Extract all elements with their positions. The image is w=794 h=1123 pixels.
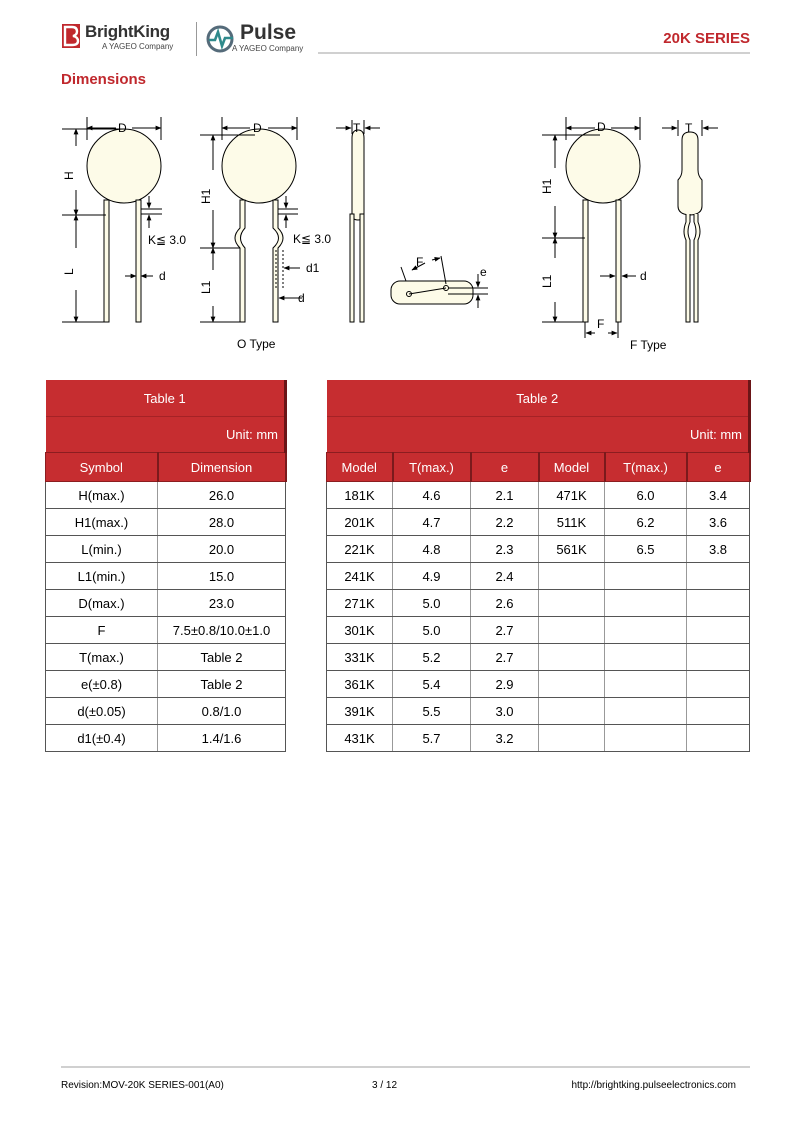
footer-rule: [61, 1066, 750, 1068]
table-cell: F: [46, 617, 158, 644]
section-title: Dimensions: [61, 71, 147, 88]
table-row: [327, 482, 750, 509]
table-1-title: Table 1: [46, 380, 286, 417]
table-cell: e(±0.8): [46, 671, 158, 698]
header-rule: [318, 52, 750, 54]
top-view: [391, 256, 488, 308]
table-cell: [539, 563, 605, 590]
f-type-side-view: [662, 120, 718, 322]
table-cell: 3.6: [687, 509, 750, 536]
table-cell: 181K: [327, 482, 393, 509]
table-cell: [605, 644, 687, 671]
table-cell: [539, 644, 605, 671]
table-row: [46, 725, 286, 752]
table-2-unit: Unit: mm: [327, 417, 750, 453]
table-cell: [687, 617, 750, 644]
series-title: 20K SERIES: [663, 30, 750, 47]
table-cell: 5.2: [393, 644, 471, 671]
f-type-front-view: [542, 117, 640, 338]
side-view: [336, 120, 380, 322]
table-cell: 5.4: [393, 671, 471, 698]
table-row: [327, 590, 750, 617]
table-1-unit: Unit: mm: [46, 417, 286, 453]
table-cell: [605, 617, 687, 644]
table-cell: 3.8: [687, 536, 750, 563]
table-cell: 23.0: [158, 590, 286, 617]
table-cell: 2.7: [471, 617, 539, 644]
table-cell: 28.0: [158, 509, 286, 536]
table-cell: 6.2: [605, 509, 687, 536]
pulse-logo-name: Pulse: [240, 21, 297, 44]
table-2-title: Table 2: [327, 380, 750, 417]
table-row: [46, 698, 286, 725]
table-cell: 1.4/1.6: [158, 725, 286, 752]
brightking-logo-name: BrightKing: [85, 22, 170, 41]
table-row: [46, 482, 286, 509]
logo-divider: [196, 22, 197, 56]
label-d-3: D: [597, 120, 606, 134]
table-cell: Table 2: [158, 671, 286, 698]
table-cell: 0.8/1.0: [158, 698, 286, 725]
table-cell: 2.2: [471, 509, 539, 536]
table-cell: 4.7: [393, 509, 471, 536]
table-cell: 2.6: [471, 590, 539, 617]
table-1: [45, 380, 287, 752]
table-row: [327, 617, 750, 644]
table-2: [326, 380, 751, 752]
table-cell: 4.8: [393, 536, 471, 563]
table-row: [46, 644, 286, 671]
table-cell: 5.7: [393, 725, 471, 752]
table-cell: H1(max.): [46, 509, 158, 536]
brightking-logo-tagline: A YAGEO Company: [102, 42, 174, 51]
label-e: e: [480, 265, 487, 279]
table-cell: [687, 590, 750, 617]
table-cell: L1(min.): [46, 563, 158, 590]
table-row: [327, 536, 750, 563]
table-cell: [687, 698, 750, 725]
table-cell: 15.0: [158, 563, 286, 590]
table-cell: 2.3: [471, 536, 539, 563]
table-cell: [605, 698, 687, 725]
label-k-2: K≦ 3.0: [293, 232, 332, 246]
table-row: [46, 536, 286, 563]
table-cell: H(max.): [46, 482, 158, 509]
table-cell: 511K: [539, 509, 605, 536]
table-cell: 3.0: [471, 698, 539, 725]
label-f-front: F: [597, 317, 605, 331]
label-d-lead-3: d: [640, 269, 647, 283]
table-cell: [605, 671, 687, 698]
label-d-lead-1: d: [159, 269, 166, 283]
brightking-logo-mark: [62, 24, 80, 48]
table-cell: [539, 617, 605, 644]
table-cell: [687, 725, 750, 752]
table-cell: [687, 671, 750, 698]
table-cell: 561K: [539, 536, 605, 563]
label-h1-1: H1: [199, 188, 213, 204]
table-cell: 26.0: [158, 482, 286, 509]
label-t-1: T: [353, 121, 361, 135]
table-cell: 5.0: [393, 617, 471, 644]
label-d-1: D: [118, 121, 127, 135]
label-k-1: K≦ 3.0: [148, 233, 187, 247]
table-cell: 20.0: [158, 536, 286, 563]
pulse-logo-mark: [205, 24, 237, 59]
table-cell: 5.5: [393, 698, 471, 725]
table-cell: 7.5±0.8/10.0±1.0: [158, 617, 286, 644]
table-cell: 241K: [327, 563, 393, 590]
table-cell: 391K: [327, 698, 393, 725]
label-f-type: F Type: [630, 338, 667, 352]
label-h: H: [62, 171, 76, 180]
table-row: [46, 509, 286, 536]
table-cell: d1(±0.4): [46, 725, 158, 752]
table-cell: 361K: [327, 671, 393, 698]
table-cell: 271K: [327, 590, 393, 617]
table-cell: T(max.): [46, 644, 158, 671]
table-cell: [539, 590, 605, 617]
kinked-lead-front-view: [200, 117, 302, 322]
table-cell: 6.0: [605, 482, 687, 509]
label-t-2: T: [685, 121, 693, 135]
footer-page-number: 3 / 12: [372, 1080, 398, 1091]
table-row: [327, 725, 750, 752]
column-header: T(max.): [393, 453, 471, 482]
table-cell: [605, 590, 687, 617]
table-cell: 331K: [327, 644, 393, 671]
table-row: [46, 671, 286, 698]
straight-lead-front-view: [62, 117, 162, 322]
table-row: [46, 563, 286, 590]
dimension-drawing: [40, 110, 760, 358]
table-cell: Table 2: [158, 644, 286, 671]
column-header: e: [687, 453, 750, 482]
table-row: [327, 698, 750, 725]
table-cell: 4.9: [393, 563, 471, 590]
label-l1-2: L1: [540, 274, 554, 288]
table-cell: 3.2: [471, 725, 539, 752]
table-cell: [605, 563, 687, 590]
table-cell: 431K: [327, 725, 393, 752]
label-d-lead-2: d: [298, 291, 305, 305]
column-header: Symbol: [46, 453, 158, 482]
table-cell: [539, 698, 605, 725]
table-cell: 5.0: [393, 590, 471, 617]
table-cell: [539, 671, 605, 698]
table-cell: 471K: [539, 482, 605, 509]
table-row: [327, 644, 750, 671]
table-cell: 6.5: [605, 536, 687, 563]
footer-revision: Revision:MOV-20K SERIES-001(A0): [61, 1080, 224, 1091]
table-cell: D(max.): [46, 590, 158, 617]
table-row: [46, 617, 286, 644]
column-header: Model: [327, 453, 393, 482]
table-cell: 3.4: [687, 482, 750, 509]
table-cell: 2.4: [471, 563, 539, 590]
table-cell: [539, 725, 605, 752]
table-cell: 301K: [327, 617, 393, 644]
label-d1: d1: [306, 261, 320, 275]
label-o-type: O Type: [237, 337, 276, 351]
table-cell: L(min.): [46, 536, 158, 563]
column-header: Dimension: [158, 453, 286, 482]
table-row: [327, 563, 750, 590]
footer-url[interactable]: http://brightking.pulseelectronics.com: [571, 1080, 736, 1091]
column-header: e: [471, 453, 539, 482]
table-cell: 221K: [327, 536, 393, 563]
label-l: L: [62, 268, 76, 275]
label-f-top: F: [416, 255, 424, 269]
table-cell: 2.9: [471, 671, 539, 698]
table-cell: [605, 725, 687, 752]
table-cell: d(±0.05): [46, 698, 158, 725]
table-cell: 2.1: [471, 482, 539, 509]
table-cell: 201K: [327, 509, 393, 536]
table-row: [327, 671, 750, 698]
pulse-logo-tagline: A YAGEO Company: [232, 44, 304, 53]
table-cell: [687, 563, 750, 590]
table-cell: [687, 644, 750, 671]
label-h1-2: H1: [540, 178, 554, 194]
table-cell: 2.7: [471, 644, 539, 671]
column-header: T(max.): [605, 453, 687, 482]
column-header: Model: [539, 453, 605, 482]
table-cell: 4.6: [393, 482, 471, 509]
label-l1-1: L1: [199, 280, 213, 294]
table-row: [327, 509, 750, 536]
table-row: [46, 590, 286, 617]
label-d-2: D: [253, 121, 262, 135]
